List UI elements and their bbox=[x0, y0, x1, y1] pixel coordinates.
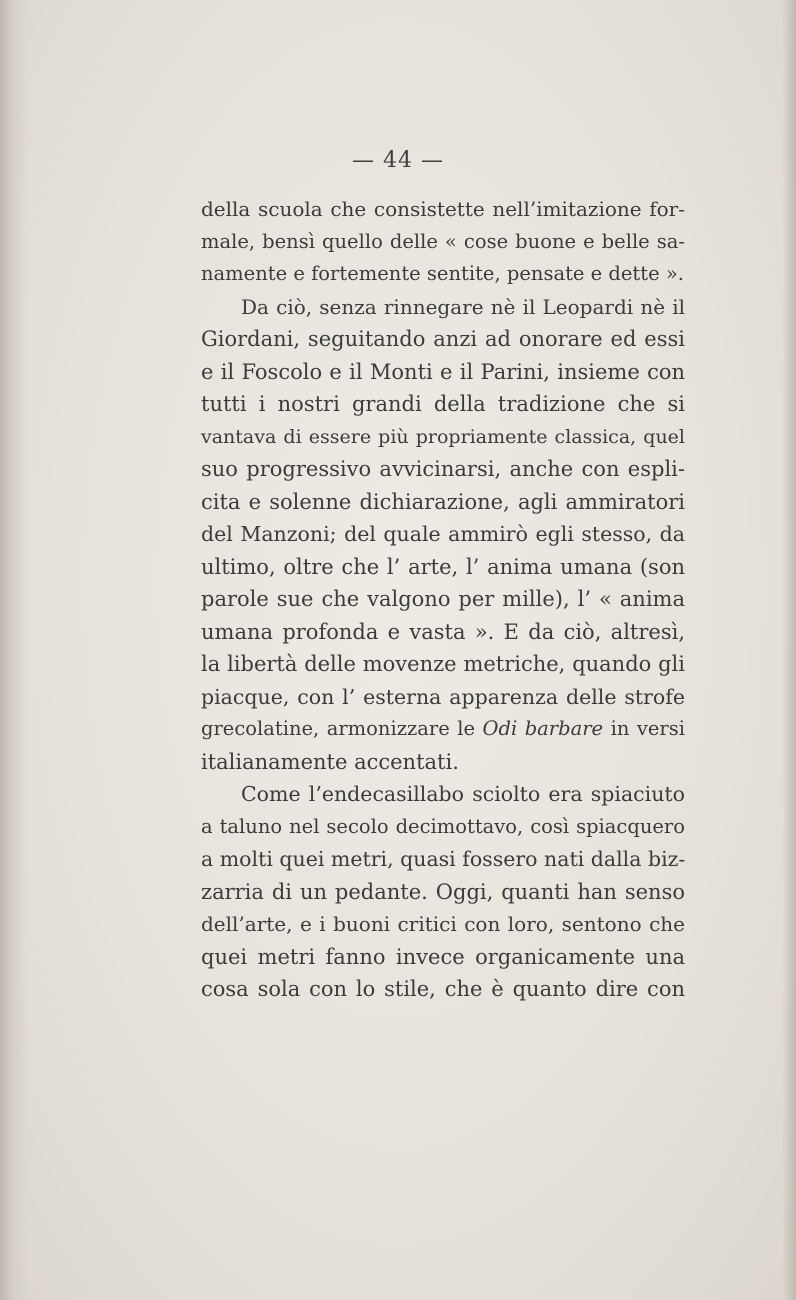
text-line: parole sue che valgono per mille), l’ « anima bbox=[201, 587, 685, 611]
text-line: piacque, con l’ esterna apparenza delle strofe bbox=[201, 684, 685, 709]
page-edge-left bbox=[0, 0, 28, 1300]
text-line: namente e fortemente sentite, pensate e dette ». bbox=[201, 262, 684, 285]
text-segment: grecolatine, armonizzare le bbox=[201, 717, 483, 740]
body-text bbox=[201, 193, 685, 1006]
text-line: zarria di un pedante. Oggi, quanti han senso bbox=[201, 879, 685, 904]
paragraph-start-line: Da ciò, senza rinnegare nè il Leopardi nè il bbox=[241, 294, 685, 319]
text-line: vantava di essere più propriamente classica, quel bbox=[201, 425, 685, 448]
text-line-with-title bbox=[201, 713, 685, 746]
text-line: della scuola che consistette nell’imitazione for- bbox=[201, 197, 685, 221]
text-line: italianamente accentati. bbox=[201, 749, 459, 774]
text-line: suo progressivo avvicinarsi, anche con espli- bbox=[201, 457, 685, 481]
text-line: a molti quei metri, quasi fossero nati dalla biz- bbox=[201, 847, 686, 871]
text-line: quei metri fanno invece organicamente una bbox=[201, 944, 685, 969]
text-line: a taluno nel secolo decimottavo, così spiacquero bbox=[201, 814, 685, 838]
text-segment: in versi bbox=[603, 717, 685, 740]
text-line: ultimo, oltre che l’ arte, l’ anima umana (son bbox=[201, 554, 685, 579]
paragraph-start-line: Come l’endecasillabo sciolto era spiaciuto bbox=[241, 782, 685, 806]
text-line: umana profonda e vasta ». E da ciò, altresì, bbox=[201, 619, 685, 644]
text-line: cita e solenne dichiarazione, agli ammiratori bbox=[201, 489, 685, 514]
text-line: tutti i nostri grandi della tradizione che si bbox=[201, 392, 685, 416]
text-line: cosa sola con lo stile, che è quanto dire con bbox=[201, 977, 685, 1001]
page-number: — 44 — bbox=[352, 148, 444, 173]
text-line: e il Foscolo e il Monti e il Parini, insieme con bbox=[201, 359, 685, 384]
page-edge-right bbox=[782, 0, 796, 1300]
text-line: del Manzoni; del quale ammirò egli stesso, da bbox=[201, 522, 685, 546]
text-line: la libertà delle movenze metriche, quando gli bbox=[201, 652, 685, 676]
text-line: dell’arte, e i buoni critici con loro, sentono che bbox=[201, 912, 685, 936]
text-line: male, bensì quello delle « cose buone e belle sa- bbox=[201, 229, 685, 253]
italic-title: Odi barbare bbox=[482, 717, 604, 740]
text-line: Giordani, seguitando anzi ad onorare ed essi bbox=[201, 327, 685, 351]
